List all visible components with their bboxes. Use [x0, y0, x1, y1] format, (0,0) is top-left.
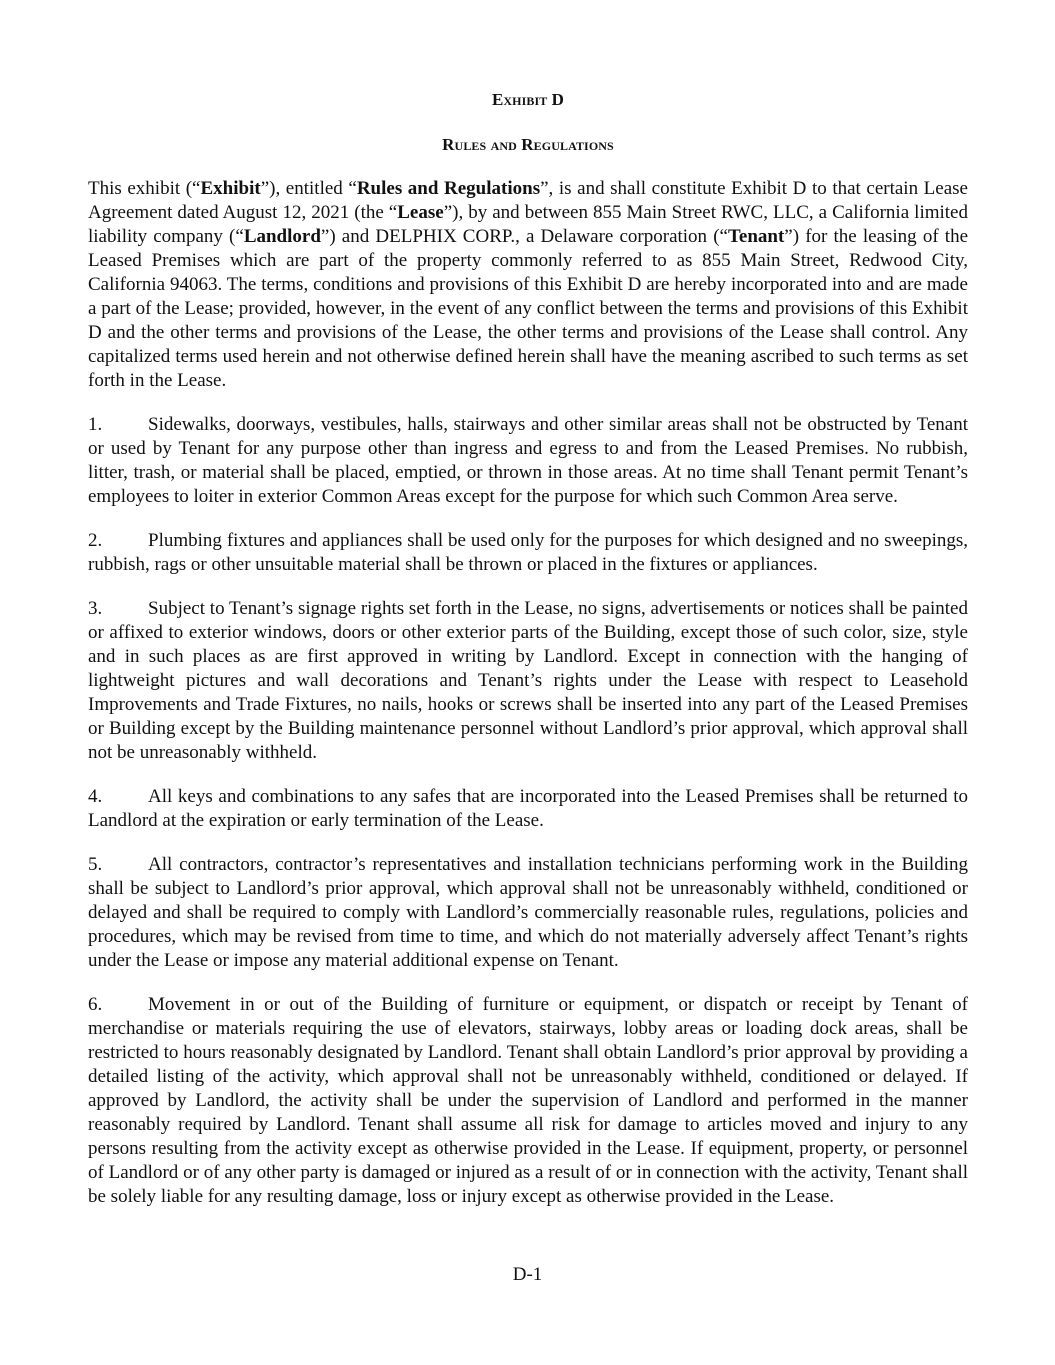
rule-4 — [88, 785, 968, 833]
rule-1 — [88, 413, 968, 509]
intro-text: This exhibit (“ — [88, 178, 201, 199]
rule-number: 1. — [88, 414, 103, 435]
document-page — [88, 88, 968, 1229]
rule-3 — [88, 597, 968, 765]
intro-text: ”, is and shall constitute Exhibit D to that certain Lease Agreement dated August 12, 2021 (the “ — [88, 178, 968, 223]
exhibit-heading: Exhibit D — [491, 90, 565, 109]
rule-number: 2. — [88, 530, 103, 551]
rule-text: Movement in or out of the Building of furniture or equipment, or dispatch or receipt by Tenant of merchandise or materials requiring the use of elevators, stairways, lobby areas or loading dock areas, shall be restricted to hours reasonably designated by Landlord. Tenant shall obtain Landlord’s prior approval by providing a detailed listing of the activity, which approval shall not be unreasonably withheld, conditioned or delayed. If approved by Landlord, the activity shall be under the supervision of Landlord and performed in the manner reasonably required by Landlord. Tenant shall assume all risk for damage to articles moved and injury to any persons resulting from the activity except as otherwise provided in the Lease. If equipment, property, or personnel of Landlord or of any other party is damaged or injured as a result of or in connection with the activity, Tenant shall be solely liable for any resulting damage, loss or injury except as otherwise provided in the Lease. — [88, 994, 968, 1207]
rule-2 — [88, 529, 968, 577]
defined-term-landlord: Landlord — [243, 226, 321, 247]
rule-text: All contractors, contractor’s representatives and installation technicians performing work in the Building shall be subject to Landlord’s prior approval, which approval shall not be unreasonably withheld, conditioned or delayed and shall be required to comply with Landlord’s commercially reasonable rules, regulations, policies and procedures, which may be revised from time to time, and which do not materially adversely affect Tenant’s rights under the Lease or impose any material additional expense on Tenant. — [88, 854, 968, 971]
rule-text: Subject to Tenant’s signage rights set forth in the Lease, no signs, advertisements or notices shall be painted or affixed to exterior windows, doors or other exterior parts of the Building, except those of such color, size, style and in such places as are first approved in writing by Landlord. Except in connection with the hanging of lightweight pictures and wall decorations and Tenant’s rights under the Lease with respect to Leasehold Improvements and Trade Fixtures, no nails, hooks or screws shall be inserted into any part of the Leased Premises or Building except by the Building maintenance personnel without Landlord’s prior approval, which approval shall not be unreasonably withheld. — [88, 598, 968, 763]
intro-text: ”), by and between 855 Main Street RWC, LLC, a California limited liability company (“ — [88, 202, 968, 247]
defined-term-tenant: Tenant — [727, 226, 785, 247]
intro-text: ”) and DELPHIX CORP., a Delaware corporation (“ — [320, 226, 728, 247]
rule-text: Plumbing fixtures and appliances shall be used only for the purposes for which designed and no sweepings, rubbish, rags or other unsuitable material shall be thrown or placed in the fixtures or appliances. — [88, 530, 968, 575]
defined-term-exhibit: Exhibit — [200, 178, 261, 199]
rule-6 — [88, 993, 968, 1209]
rule-text: All keys and combinations to any safes that are incorporated into the Leased Premises shall be returned to Landlord at the expiration or early termination of the Lease. — [88, 786, 968, 831]
rule-number: 5. — [88, 854, 103, 875]
intro-text: ”), entitled “ — [260, 178, 357, 199]
rule-5 — [88, 853, 968, 973]
rules-title: Rules and Regulations — [442, 135, 614, 154]
rule-number: 3. — [88, 598, 103, 619]
rule-number: 4. — [88, 786, 103, 807]
defined-term-rules: Rules and Regulations — [356, 178, 541, 199]
intro-paragraph — [88, 177, 968, 393]
defined-term-lease: Lease — [397, 202, 444, 223]
rule-number: 6. — [88, 994, 103, 1015]
rule-text: Sidewalks, doorways, vestibules, halls, stairways and other similar areas shall not be obstructed by Tenant or used by Tenant for any purpose other than ingress and egress to and from the Leased Premises. No rubbish, litter, trash, or material shall be placed, emptied, or thrown in those areas. At no time shall Tenant permit Tenant’s employees to loiter in exterior Common Areas except for the purpose for which such Common Area serve. — [88, 414, 968, 507]
page-number: D-1 — [512, 1264, 543, 1285]
intro-text: ”) for the leasing of the Leased Premises which are part of the property commonly referred to as 855 Main Street, Redwood City, California 94063. The terms, conditions and provisions of this Exhibit D are hereby incorporated into and are made a part of the Lease; provided, however, in the event of any conflict between the terms and provisions of this Exhibit D and the other terms and provisions of the Lease, the other terms and provisions of the Lease shall control. Any capitalized terms used herein and not otherwise defined herein shall have the meaning ascribed to such terms as set forth in the Lease. — [88, 226, 969, 391]
